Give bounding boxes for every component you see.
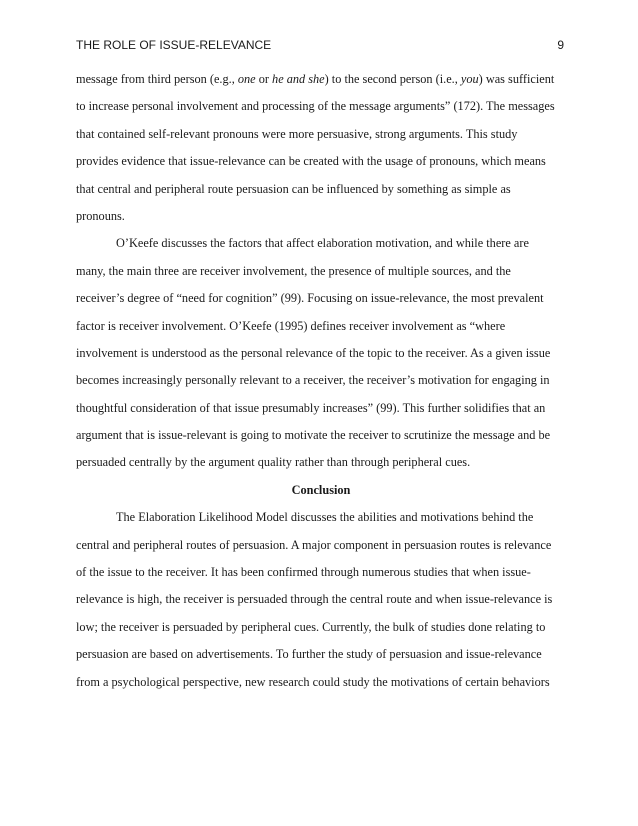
paragraph-start-line: O’Keefe discusses the factors that affect elaboration motivation, and while there are	[116, 236, 529, 251]
text-line: from a psychological perspective, new research could study the motivations of certain behaviors	[76, 674, 550, 689]
text-line: that contained self-relevant pronouns were more persuasive, strong arguments. This study	[76, 126, 518, 141]
text-line: central and peripheral routes of persuasion. A major component in persuasion routes is relevance	[76, 537, 552, 552]
text-line: many, the main three are receiver involvement, the presence of multiple sources, and the	[76, 263, 511, 278]
paragraph-start-line: The Elaboration Likelihood Model discusses the abilities and motivations behind the	[116, 510, 534, 525]
text-line: relevance is high, the receiver is persuaded through the central route and when issue-relevance is	[76, 592, 553, 607]
text-line: low; the receiver is persuaded by peripheral cues. Currently, the bulk of studies done relating to	[76, 619, 546, 634]
text-line: factor is receiver involvement. O’Keefe (1995) defines receiver involvement as “where	[76, 318, 506, 333]
section-heading: Conclusion	[291, 482, 351, 497]
text-line: to increase personal involvement and processing of the message arguments” (172). The messages	[76, 99, 555, 114]
text-line: that central and peripheral route persuasion can be influenced by something as simple as	[76, 181, 511, 196]
body-text	[76, 66, 566, 696]
text-line: of the issue to the receiver. It has been confirmed through numerous studies that when issue-	[76, 565, 531, 580]
italic-fragment: he and she	[272, 72, 325, 86]
text-line: becomes increasingly personally relevant to a receiver, the receiver’s motivation for engaging in	[76, 373, 550, 388]
italic-fragment: you	[460, 72, 479, 86]
page-number: 9	[557, 38, 564, 52]
text-line: persuasion are based on advertisements. To further the study of persuasion and issue-relevance	[76, 647, 542, 662]
text-line: provides evidence that issue-relevance can be created with the usage of pronouns, which means	[76, 154, 546, 169]
italic-fragment: one	[237, 72, 256, 86]
text-line	[76, 66, 566, 93]
text-line: pronouns.	[76, 208, 125, 223]
running-head: THE ROLE OF ISSUE-RELEVANCE	[76, 38, 272, 52]
text-fragment: or	[255, 72, 273, 86]
text-fragment: ) to the second person (i.e.,	[324, 72, 461, 86]
text-line: involvement is understood as the personal relevance of the topic to the receiver. As a given issue	[76, 345, 551, 360]
text-line: thoughtful consideration of that issue presumably increases” (99). This further solidifies that an	[76, 400, 546, 415]
text-fragment: ) was sufficient	[478, 72, 555, 86]
text-line: receiver’s degree of “need for cognition” (99). Focusing on issue-relevance, the most prevalent	[76, 291, 544, 306]
text-fragment: message from third person (e.g.,	[76, 72, 238, 86]
text-line: persuaded centrally by the argument quality rather than through peripheral cues.	[76, 455, 471, 470]
text-line: argument that is issue-relevant is going to motivate the receiver to scrutinize the message and be	[76, 428, 551, 443]
